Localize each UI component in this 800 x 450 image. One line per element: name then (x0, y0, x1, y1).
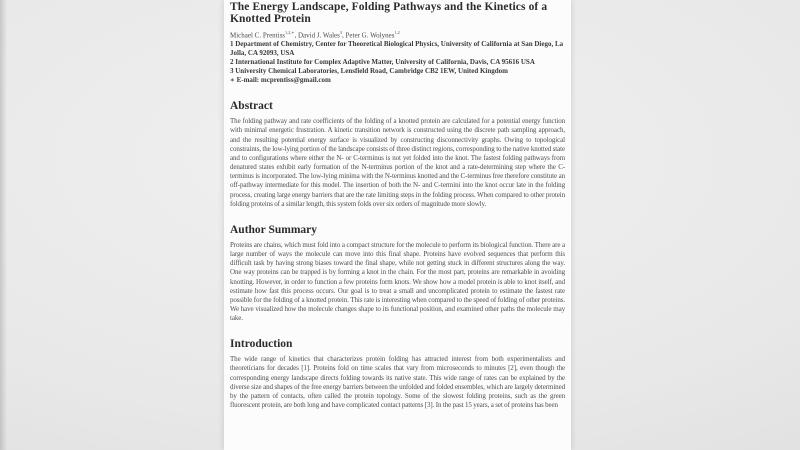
author-name: Michael C. Prentiss (230, 31, 286, 40)
section-heading-introduction: Introduction (230, 338, 293, 351)
affiliation-line: 1 Department of Chemistry, Center for Theoretical Biological Physics, University of California at San Diego, La Jolla, CA 92093, USA (230, 40, 564, 58)
section-introduction (230, 338, 565, 410)
email-line: ∗ E-mail: mcprentiss@gmail.com (230, 76, 331, 85)
affiliation-line: 2 International Institute for Complex Adaptive Matter, University of California, Davis, CA 95616 USA (230, 58, 535, 67)
author-separator: , (342, 31, 346, 40)
abstract-paragraph: The folding pathway and rate coefficients of the folding of a knotted protein are calculated for a potential energy function with minimal energetic frustration. A kinetic transition network is constructed using the discrete path sampling approach, and the resulting potential energy surface is visualized by constructing disconnectivity graphs. Owing to topological constraints, the low-lying portion of the landscape consists of three distinct regions, corresponding to the native knotted state and to configurations where either the N- or C-terminus is not yet folded into the knot. The fastest folding pathways from denatured states exhibit early formation of the N-terminus portion of the knot and a rate-determining step where the C-terminus is incorporated. The low-lying minima with the N-terminus knotted and the C-terminus free therefore constitute an off-pathway intermediate for this model. The insertion of both the N- and C-termini into the knot occur late in the folding process, creating large energy barriers that are the rate limiting steps in the folding process. When compared to other protein folding proteins of a similar length, this system folds over six orders of magnitude more slowly. (230, 117, 565, 208)
author-summary-paragraph: Proteins are chains, which must fold into a compact structure for the molecule to perform its biological function. There are a large number of ways the molecule can move into this final shape. Proteins have evolved sequences that perform this difficult task by having strong biases toward the final shape, while not getting stuck in different structures along the way. One way proteins can be trapped is by forming a knot in the chain. For the most part, proteins are remarkable in avoiding knotting. However, in order to function a few proteins form knots. We show how a model protein is able to knot itself, and estimate how fast this process occurs. Our goal is to treat a small and uncomplicated protein to estimate the fastest rate possible for the folding of a knotted protein. This rate is interesting when compared to the speed of folding of other proteins. We have visualized how the molecule changes shape to its functional position, and examined other paths the molecule may take. (230, 240, 565, 323)
section-heading-author-summary: Author Summary (230, 223, 318, 236)
author-list (230, 28, 565, 40)
author-affiliation-marker: 1,2,∗ (285, 30, 295, 35)
author-name: Peter G. Wolynes (345, 31, 395, 40)
affiliation-line: 3 University Chemical Laboratories, Lensfield Road, Cambridge CB2 1EW, United Kingdom (230, 67, 508, 76)
section-abstract (230, 100, 565, 209)
author-affiliation-marker: 3 (339, 30, 343, 35)
author-name: David J. Wales (297, 31, 340, 40)
author-separator: , (294, 31, 298, 40)
author-affiliation-marker: 1,2 (394, 30, 400, 35)
section-heading-abstract: Abstract (230, 100, 273, 113)
paper-page (224, 0, 571, 450)
paper-title: The Energy Landscape, Folding Pathways and the Kinetics of a Knotted Protein (230, 1, 548, 25)
section-author-summary (230, 224, 565, 323)
introduction-paragraph: The wide range of kinetics that characterizes protein folding has attracted interest from both experimentalists and theoreticians for decades [1]. Proteins fold on time scales that vary from microseconds to minutes [2], even though the corresponding energy landscape directs folding towards its native state. This wide range of rates can be explained by the diverse size and shapes of the free energy barriers between the unfolded and folded ensembles, which are largely determined by the pattern of contacts, often called the protein topology. Some of the slowest folding proteins, such as the green fluorescent protein, are both long and have complicated contact patterns [3]. In the past 15 years, a set of proteins has been (230, 355, 565, 410)
affiliation-block (230, 40, 565, 85)
